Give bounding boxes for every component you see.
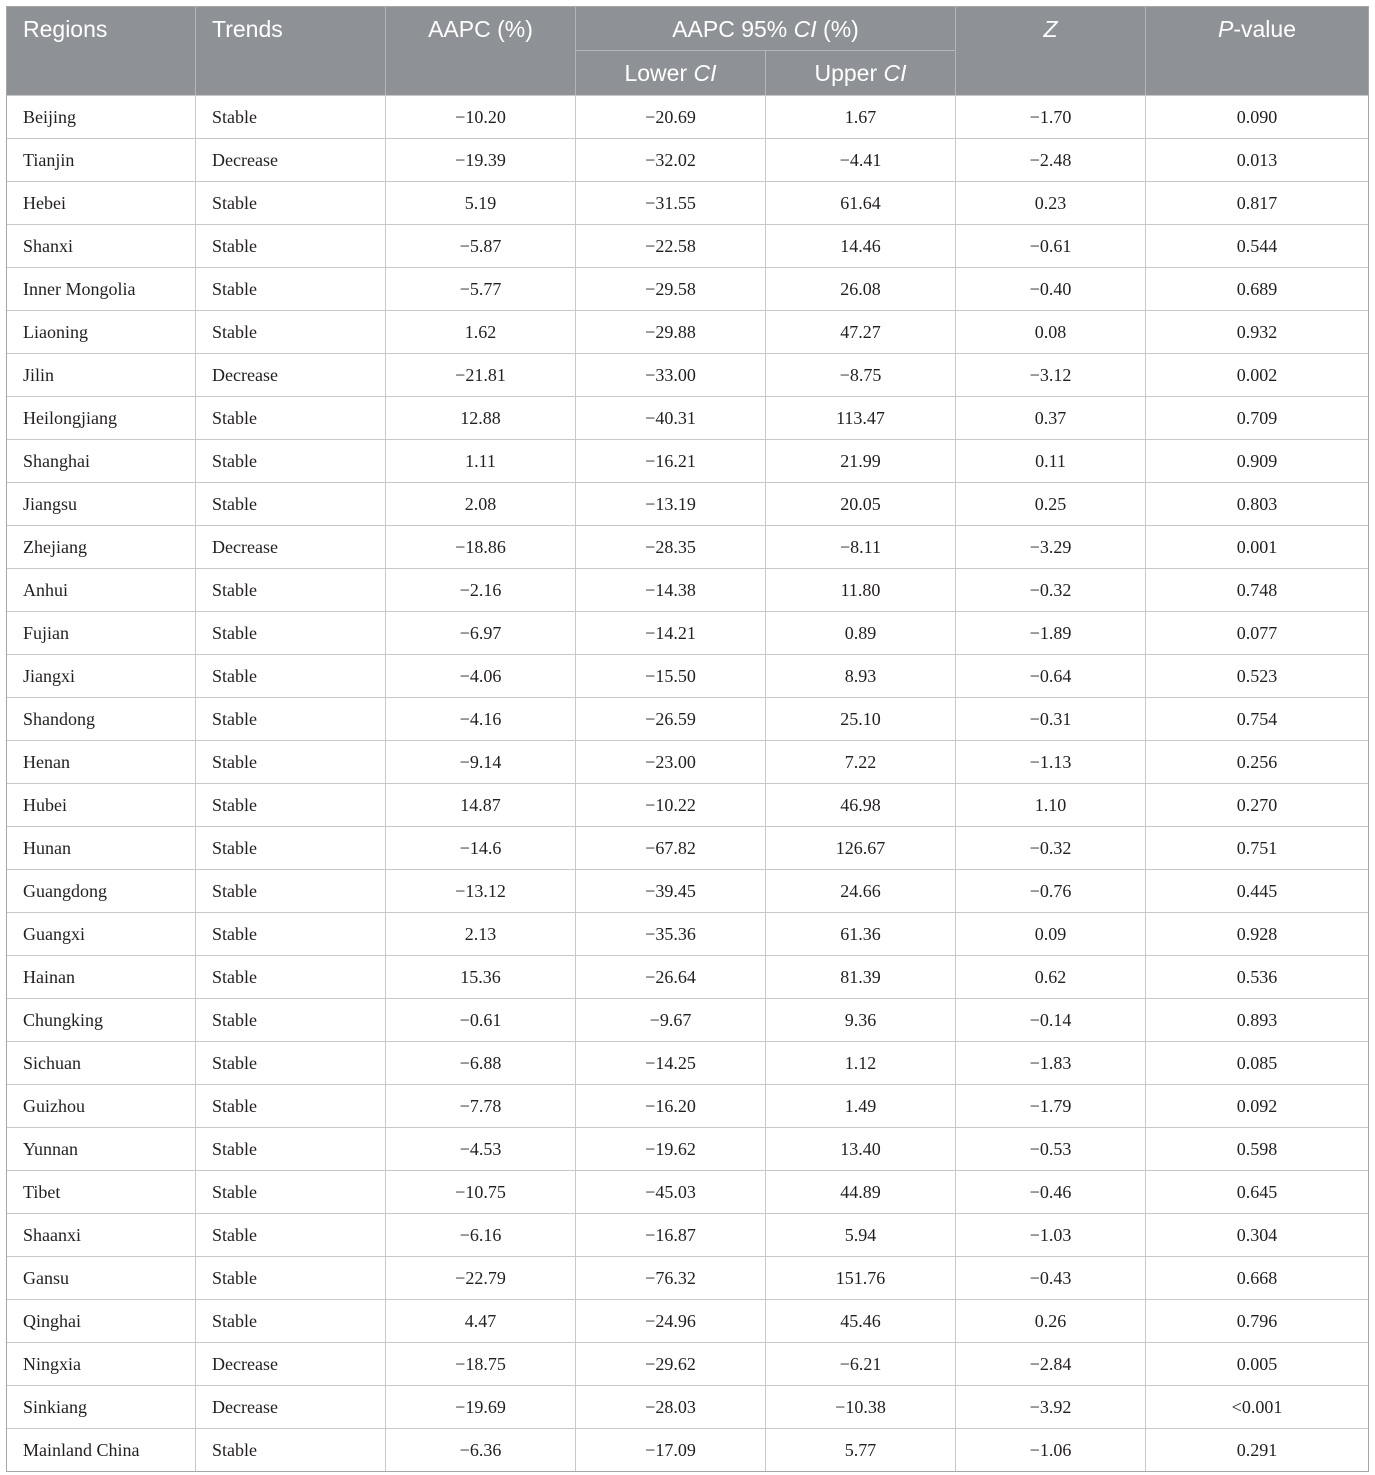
cell-aapc: −7.78 [386,1085,576,1127]
cell-aapc: −4.53 [386,1128,576,1170]
cell-z: 0.26 [956,1300,1146,1342]
header-aapc: AAPC (%) [386,7,576,95]
header-trends: Trends [196,7,386,95]
cell-aapc: 5.19 [386,182,576,224]
table-row [7,1299,1368,1342]
cell-z: −1.03 [956,1214,1146,1256]
cell-z: 0.11 [956,440,1146,482]
table-row [7,525,1368,568]
table-row [7,310,1368,353]
cell-trend: Stable [196,698,386,740]
cell-aapc: −0.61 [386,999,576,1041]
cell-p-value: 0.090 [1236,106,1278,127]
table-row [7,568,1368,611]
cell-p-value: 0.445 [1236,880,1278,901]
table-header [7,7,1368,95]
cell-aapc: −10.75 [386,1171,576,1213]
cell-z: 0.08 [956,311,1146,353]
table-row [7,181,1368,224]
cell-lower-ci: −17.09 [576,1429,766,1471]
table-row [7,998,1368,1041]
header-upper-italic: CI [883,60,907,86]
header-upper-ci [766,51,956,95]
cell-trend: Stable [196,569,386,611]
cell-lower-ci: −35.36 [576,913,766,955]
cell-upper-ci: 24.66 [766,870,956,912]
cell-p-value: 0.748 [1236,579,1278,600]
cell-p-value: 0.796 [1236,1310,1278,1331]
cell-p-value: 0.523 [1236,665,1278,686]
cell-aapc: 2.13 [386,913,576,955]
cell-lower-ci: −28.03 [576,1386,766,1428]
cell-z: −0.14 [956,999,1146,1041]
cell-lower-ci: −14.25 [576,1042,766,1084]
cell-upper-ci: 14.46 [766,225,956,267]
cell-p-value: 0.085 [1236,1052,1278,1073]
cell-lower-ci: −14.21 [576,612,766,654]
cell-upper-ci: 44.89 [766,1171,956,1213]
cell-region: Jiangxi [7,655,196,697]
cell-trend: Stable [196,913,386,955]
cell-trend: Stable [196,225,386,267]
table-row [7,697,1368,740]
cell-lower-ci: −29.88 [576,311,766,353]
cell-z: −0.40 [956,268,1146,310]
cell-lower-ci: −31.55 [576,182,766,224]
table-row [7,1213,1368,1256]
cell-p-value: <0.001 [1231,1396,1283,1417]
header-lower-text: Lower [624,60,694,86]
cell-lower-ci: −45.03 [576,1171,766,1213]
cell-lower-ci: −26.64 [576,956,766,998]
cell-region: Gansu [7,1257,196,1299]
cell-upper-ci: 46.98 [766,784,956,826]
cell-aapc: −19.69 [386,1386,576,1428]
table-body [7,95,1368,1471]
cell-trend: Decrease [196,1386,386,1428]
cell-region: Jilin [7,354,196,396]
cell-upper-ci: 13.40 [766,1128,956,1170]
cell-upper-ci: −4.41 [766,139,956,181]
cell-aapc: −22.79 [386,1257,576,1299]
cell-aapc: −6.36 [386,1429,576,1471]
cell-trend: Stable [196,870,386,912]
cell-upper-ci: 45.46 [766,1300,956,1342]
cell-upper-ci: 113.47 [766,397,956,439]
table-row [7,396,1368,439]
cell-aapc: −4.16 [386,698,576,740]
cell-lower-ci: −9.67 [576,999,766,1041]
cell-p-value: 0.291 [1236,1439,1278,1460]
cell-lower-ci: −28.35 [576,526,766,568]
cell-z: −0.43 [956,1257,1146,1299]
cell-z: 0.62 [956,956,1146,998]
cell-region: Guangxi [7,913,196,955]
cell-z: −3.29 [956,526,1146,568]
cell-region: Shanghai [7,440,196,482]
cell-trend: Stable [196,182,386,224]
cell-z: 1.10 [956,784,1146,826]
cell-lower-ci: −16.87 [576,1214,766,1256]
cell-trend: Stable [196,655,386,697]
cell-p-value: 0.751 [1236,837,1278,858]
cell-trend: Stable [196,1085,386,1127]
cell-z: 0.25 [956,483,1146,525]
table-row [7,482,1368,525]
table-row [7,740,1368,783]
cell-region: Yunnan [7,1128,196,1170]
cell-upper-ci: −6.21 [766,1343,956,1385]
table-row [7,1256,1368,1299]
cell-p-value: 0.754 [1236,708,1278,729]
cell-upper-ci: 1.12 [766,1042,956,1084]
cell-region: Heilongjiang [7,397,196,439]
cell-z: −0.32 [956,827,1146,869]
cell-aapc: 12.88 [386,397,576,439]
cell-upper-ci: 11.80 [766,569,956,611]
cell-upper-ci: 7.22 [766,741,956,783]
table-row [7,1041,1368,1084]
cell-region: Hainan [7,956,196,998]
cell-trend: Decrease [196,526,386,568]
cell-trend: Stable [196,612,386,654]
header-ci-prefix: AAPC 95% [672,16,794,42]
cell-z: 0.37 [956,397,1146,439]
cell-region: Sichuan [7,1042,196,1084]
cell-upper-ci: 21.99 [766,440,956,482]
cell-p-value: 0.645 [1236,1181,1278,1202]
cell-aapc: −19.39 [386,139,576,181]
cell-region: Henan [7,741,196,783]
cell-aapc: −13.12 [386,870,576,912]
cell-aapc: 1.11 [386,440,576,482]
table-row [7,611,1368,654]
cell-lower-ci: −10.22 [576,784,766,826]
cell-region: Shaanxi [7,1214,196,1256]
table-row [7,1127,1368,1170]
cell-aapc: −6.97 [386,612,576,654]
table-row [7,783,1368,826]
cell-aapc: 15.36 [386,956,576,998]
table-row [7,1428,1368,1471]
cell-lower-ci: −33.00 [576,354,766,396]
cell-region: Guangdong [7,870,196,912]
cell-trend: Stable [196,397,386,439]
cell-region: Chungking [7,999,196,1041]
cell-trend: Stable [196,784,386,826]
cell-trend: Stable [196,1257,386,1299]
header-z-italic: Z [1043,16,1058,42]
cell-region: Liaoning [7,311,196,353]
header-p-italic: P [1218,16,1234,42]
cell-trend: Stable [196,827,386,869]
cell-region: Inner Mongolia [7,268,196,310]
cell-aapc: −9.14 [386,741,576,783]
cell-lower-ci: −14.38 [576,569,766,611]
cell-lower-ci: −24.96 [576,1300,766,1342]
table-row [7,955,1368,998]
cell-aapc: −10.20 [386,96,576,138]
cell-z: −0.76 [956,870,1146,912]
cell-z: −1.06 [956,1429,1146,1471]
cell-p-value: 0.544 [1236,235,1278,256]
cell-p-value: 0.928 [1236,923,1278,944]
table-row [7,267,1368,310]
cell-aapc: −5.77 [386,268,576,310]
cell-region: Hubei [7,784,196,826]
header-p-value [1146,7,1368,95]
cell-aapc: 14.87 [386,784,576,826]
cell-trend: Stable [196,1214,386,1256]
cell-z: −0.32 [956,569,1146,611]
cell-upper-ci: 5.77 [766,1429,956,1471]
cell-lower-ci: −40.31 [576,397,766,439]
cell-lower-ci: −23.00 [576,741,766,783]
cell-aapc: −14.6 [386,827,576,869]
cell-p-value: 0.536 [1236,966,1278,987]
cell-z: −1.70 [956,96,1146,138]
cell-z: −0.53 [956,1128,1146,1170]
cell-upper-ci: 5.94 [766,1214,956,1256]
cell-lower-ci: −67.82 [576,827,766,869]
cell-region: Tianjin [7,139,196,181]
cell-z: −3.92 [956,1386,1146,1428]
cell-region: Mainland China [7,1429,196,1471]
cell-lower-ci: −39.45 [576,870,766,912]
table-row [7,1342,1368,1385]
cell-aapc: −5.87 [386,225,576,267]
cell-p-value: 0.893 [1236,1009,1278,1030]
cell-region: Beijing [7,96,196,138]
cell-region: Guizhou [7,1085,196,1127]
cell-upper-ci: 8.93 [766,655,956,697]
cell-trend: Decrease [196,1343,386,1385]
cell-p-value: 0.092 [1236,1095,1278,1116]
cell-lower-ci: −16.21 [576,440,766,482]
cell-upper-ci: 47.27 [766,311,956,353]
cell-upper-ci: 9.36 [766,999,956,1041]
cell-trend: Stable [196,1429,386,1471]
cell-p-value: 0.013 [1236,149,1278,170]
cell-p-value: 0.709 [1236,407,1278,428]
header-aapc-95-ci [576,7,956,51]
cell-trend: Stable [196,1300,386,1342]
cell-upper-ci: 61.36 [766,913,956,955]
cell-p-value: 0.270 [1236,794,1278,815]
cell-p-value: 0.002 [1236,364,1278,385]
cell-p-value: 0.077 [1236,622,1278,643]
cell-aapc: 1.62 [386,311,576,353]
cell-p-value: 0.817 [1236,192,1278,213]
cell-p-value: 0.932 [1236,321,1278,342]
cell-region: Shanxi [7,225,196,267]
cell-upper-ci: 81.39 [766,956,956,998]
table-row [7,826,1368,869]
cell-z: −0.31 [956,698,1146,740]
cell-trend: Stable [196,440,386,482]
cell-lower-ci: −19.62 [576,1128,766,1170]
cell-z: −2.84 [956,1343,1146,1385]
cell-aapc: −2.16 [386,569,576,611]
cell-region: Shandong [7,698,196,740]
cell-aapc: −4.06 [386,655,576,697]
cell-upper-ci: 151.76 [766,1257,956,1299]
cell-upper-ci: −8.11 [766,526,956,568]
cell-trend: Stable [196,1171,386,1213]
header-ci-suffix: (%) [816,16,859,42]
cell-upper-ci: −10.38 [766,1386,956,1428]
cell-trend: Stable [196,311,386,353]
cell-lower-ci: −29.58 [576,268,766,310]
cell-lower-ci: −20.69 [576,96,766,138]
cell-upper-ci: 1.49 [766,1085,956,1127]
cell-aapc: −18.75 [386,1343,576,1385]
cell-p-value: 0.909 [1236,450,1278,471]
cell-aapc: −6.88 [386,1042,576,1084]
cell-region: Qinghai [7,1300,196,1342]
cell-z: −0.64 [956,655,1146,697]
cell-lower-ci: −13.19 [576,483,766,525]
cell-p-value: 0.803 [1236,493,1278,514]
cell-region: Anhui [7,569,196,611]
cell-trend: Stable [196,268,386,310]
cell-upper-ci: 0.89 [766,612,956,654]
aapc-table [6,6,1369,1472]
table-row [7,654,1368,697]
cell-z: −2.48 [956,139,1146,181]
cell-p-value: 0.689 [1236,278,1278,299]
cell-p-value: 0.001 [1236,536,1278,557]
cell-z: 0.09 [956,913,1146,955]
cell-region: Tibet [7,1171,196,1213]
cell-upper-ci: 126.67 [766,827,956,869]
table-row [7,912,1368,955]
header-lower-italic: CI [693,60,717,86]
table-row [7,224,1368,267]
cell-lower-ci: −22.58 [576,225,766,267]
cell-region: Sinkiang [7,1386,196,1428]
cell-trend: Stable [196,956,386,998]
cell-p-value: 0.598 [1236,1138,1278,1159]
table-row [7,869,1368,912]
table-row [7,138,1368,181]
cell-trend: Stable [196,483,386,525]
cell-z: 0.23 [956,182,1146,224]
cell-trend: Stable [196,999,386,1041]
cell-upper-ci: 1.67 [766,96,956,138]
cell-z: −0.46 [956,1171,1146,1213]
cell-z: −1.83 [956,1042,1146,1084]
table-row [7,439,1368,482]
cell-aapc: 4.47 [386,1300,576,1342]
cell-lower-ci: −32.02 [576,139,766,181]
table-row [7,1170,1368,1213]
cell-region: Hunan [7,827,196,869]
cell-p-value: 0.005 [1236,1353,1278,1374]
cell-trend: Stable [196,741,386,783]
cell-z: −0.61 [956,225,1146,267]
cell-lower-ci: −15.50 [576,655,766,697]
cell-p-value: 0.668 [1236,1267,1278,1288]
cell-z: −1.89 [956,612,1146,654]
header-regions: Regions [7,7,196,95]
cell-aapc: −21.81 [386,354,576,396]
cell-trend: Stable [196,1042,386,1084]
cell-region: Fujian [7,612,196,654]
table-row [7,1385,1368,1428]
cell-p-value: 0.304 [1236,1224,1278,1245]
cell-z: −1.13 [956,741,1146,783]
cell-upper-ci: 25.10 [766,698,956,740]
table-row [7,1084,1368,1127]
cell-region: Ningxia [7,1343,196,1385]
cell-upper-ci: 26.08 [766,268,956,310]
cell-trend: Decrease [196,139,386,181]
cell-aapc: −6.16 [386,1214,576,1256]
cell-trend: Stable [196,96,386,138]
cell-trend: Decrease [196,354,386,396]
cell-region: Jiangsu [7,483,196,525]
cell-lower-ci: −16.20 [576,1085,766,1127]
header-upper-text: Upper [814,60,884,86]
cell-lower-ci: −29.62 [576,1343,766,1385]
cell-region: Zhejiang [7,526,196,568]
cell-upper-ci: 61.64 [766,182,956,224]
cell-aapc: 2.08 [386,483,576,525]
cell-trend: Stable [196,1128,386,1170]
table-row [7,353,1368,396]
cell-z: −3.12 [956,354,1146,396]
header-lower-ci [576,51,766,95]
cell-z: −1.79 [956,1085,1146,1127]
header-p-text: -value [1233,16,1296,42]
header-ci-italic: CI [793,16,817,42]
cell-lower-ci: −26.59 [576,698,766,740]
cell-region: Hebei [7,182,196,224]
cell-aapc: −18.86 [386,526,576,568]
cell-lower-ci: −76.32 [576,1257,766,1299]
cell-upper-ci: −8.75 [766,354,956,396]
cell-p-value: 0.256 [1236,751,1278,772]
cell-upper-ci: 20.05 [766,483,956,525]
table-row [7,95,1368,138]
header-z [956,7,1146,95]
